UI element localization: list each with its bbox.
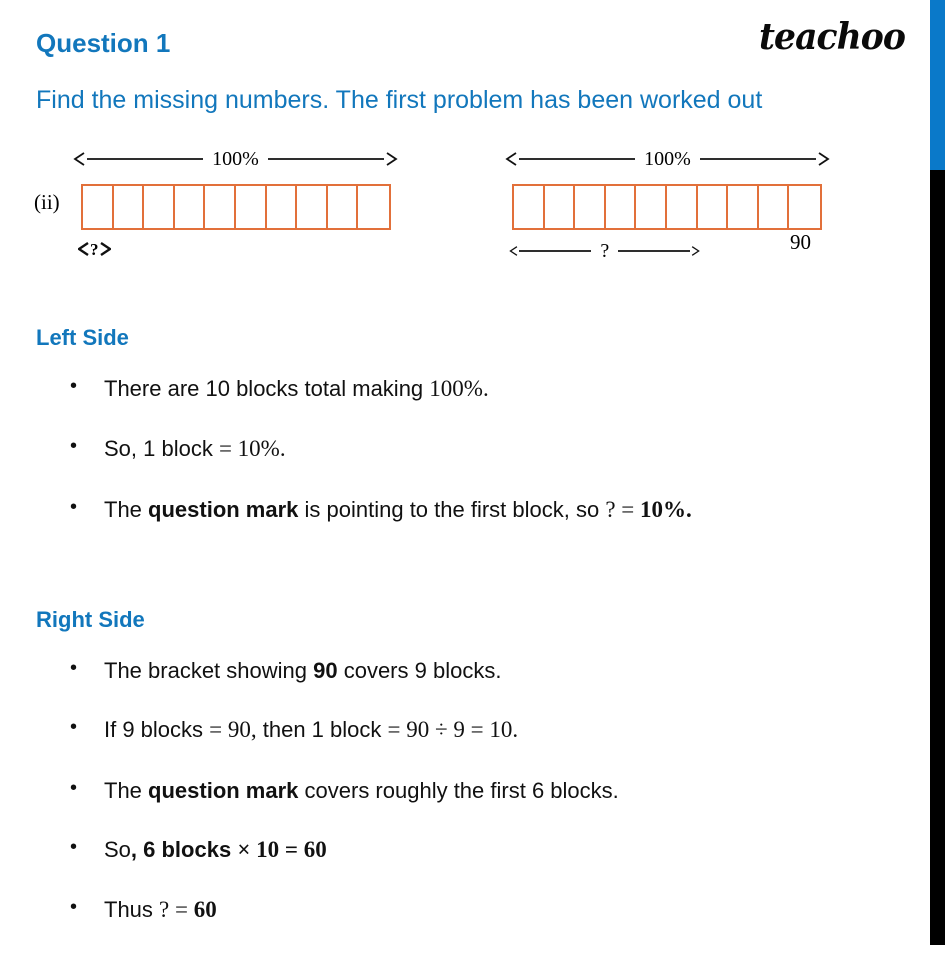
list-item <box>66 436 692 462</box>
block-cell <box>175 186 206 228</box>
list-item <box>66 778 619 803</box>
bullet-list-right-side <box>66 658 619 958</box>
list-item <box>66 497 692 523</box>
list-item-text: , 6 blocks <box>130 837 238 863</box>
list-item-text: %. <box>663 496 692 522</box>
list-item-text: 100%. <box>429 376 489 401</box>
list-item-text: is pointing to the first block, so <box>298 496 606 522</box>
block-cell <box>297 186 328 228</box>
block-cell <box>358 186 389 228</box>
list-item-text: The <box>104 496 149 522</box>
list-item-text: So, 1 block <box>104 436 219 462</box>
block-cell <box>728 186 759 228</box>
block-strip-right <box>512 184 822 230</box>
block-cell <box>606 186 637 228</box>
list-item-text: 60 <box>193 897 217 923</box>
list-item-text: = 10%. <box>218 436 286 462</box>
block-cell <box>267 186 298 228</box>
arrow-left-head-icon <box>509 243 519 259</box>
list-item <box>66 658 619 683</box>
block-cell <box>789 186 820 228</box>
block-cell <box>144 186 175 228</box>
block-cell <box>667 186 698 228</box>
arrow-left-head-icon <box>505 151 519 167</box>
list-item-text: 10 <box>640 496 664 522</box>
arrow-right-head-icon <box>690 243 700 259</box>
block-cell <box>205 186 236 228</box>
arrow-right-shaft <box>268 151 384 167</box>
diagram-item-label: (ii) <box>34 190 60 214</box>
page-title: Question 1 <box>36 28 171 58</box>
bullet-list-left-side <box>66 376 692 557</box>
right-edge-blue-bar <box>930 0 945 170</box>
list-item-text: The <box>104 777 149 803</box>
question-mark-span-left <box>78 238 119 260</box>
block-cell <box>114 186 145 228</box>
arrow-right-head-icon <box>384 151 398 167</box>
list-item-text: The bracket showing <box>104 658 314 683</box>
list-item-text: ? = <box>605 496 641 522</box>
block-strip-left <box>81 184 391 230</box>
list-item-text: = 90 ÷ 9 = 10. <box>387 717 519 743</box>
end-value-label-right: 90 <box>790 230 811 254</box>
section-heading-right-side: Right Side <box>36 607 145 632</box>
list-item-text: covers 9 blocks. <box>337 658 502 683</box>
list-item-text: So <box>104 837 131 863</box>
list-item-text: × 10 = 60 <box>237 837 327 863</box>
list-item-text: question mark <box>148 496 299 522</box>
right-edge-black-bar <box>930 170 945 945</box>
hundred-percent-label-right: 100% <box>644 148 691 170</box>
list-item-text: covers roughly the first 6 blocks. <box>298 777 619 803</box>
list-item-text: There are 10 blocks total making <box>104 376 430 401</box>
list-item-text: ? = <box>159 897 194 923</box>
percent-bar-diagram-right <box>495 142 895 287</box>
list-item-text: question mark <box>148 777 299 803</box>
arrow-right-shaft <box>618 243 690 259</box>
arrow-left-shaft <box>519 151 635 167</box>
block-cell <box>759 186 790 228</box>
block-cell <box>545 186 576 228</box>
arrow-left-shaft <box>87 151 203 167</box>
question-mark-label-left: ? <box>90 239 99 259</box>
list-item <box>66 717 619 743</box>
list-item-text: then 1 block <box>256 717 388 743</box>
block-cell <box>636 186 667 228</box>
percent-bar-diagram-left <box>30 142 430 287</box>
list-item <box>66 376 692 402</box>
block-cell <box>698 186 729 228</box>
list-item-text: = 90, <box>209 717 257 743</box>
section-heading-left-side: Left Side <box>36 325 129 350</box>
hundred-percent-label-left: 100% <box>212 148 259 170</box>
list-item-text: Thus <box>104 897 160 923</box>
block-cell <box>575 186 606 228</box>
tiny-arrow-left-head-icon <box>78 242 90 256</box>
list-item <box>66 837 619 863</box>
list-item <box>66 897 619 923</box>
block-cell <box>83 186 114 228</box>
arrow-right-head-icon <box>816 151 830 167</box>
question-mark-label-right: ? <box>600 240 610 262</box>
tiny-arrow-right-head-icon <box>99 242 111 256</box>
arrow-left-shaft <box>519 243 591 259</box>
hundred-percent-span-arrow-right <box>505 146 830 172</box>
block-cell <box>514 186 545 228</box>
arrow-left-head-icon <box>73 151 87 167</box>
teachoo-logo: teachoo <box>759 16 905 58</box>
question-mark-span-right <box>509 238 701 264</box>
block-cell <box>236 186 267 228</box>
question-prompt-text: Find the missing numbers. The first problem has been worked out <box>36 86 763 114</box>
hundred-percent-span-arrow-left <box>73 146 398 172</box>
diagram-area <box>0 142 930 287</box>
list-item-text: If 9 blocks <box>104 717 210 743</box>
block-cell <box>328 186 359 228</box>
arrow-right-shaft <box>700 151 816 167</box>
list-item-text: 90 <box>313 658 338 683</box>
